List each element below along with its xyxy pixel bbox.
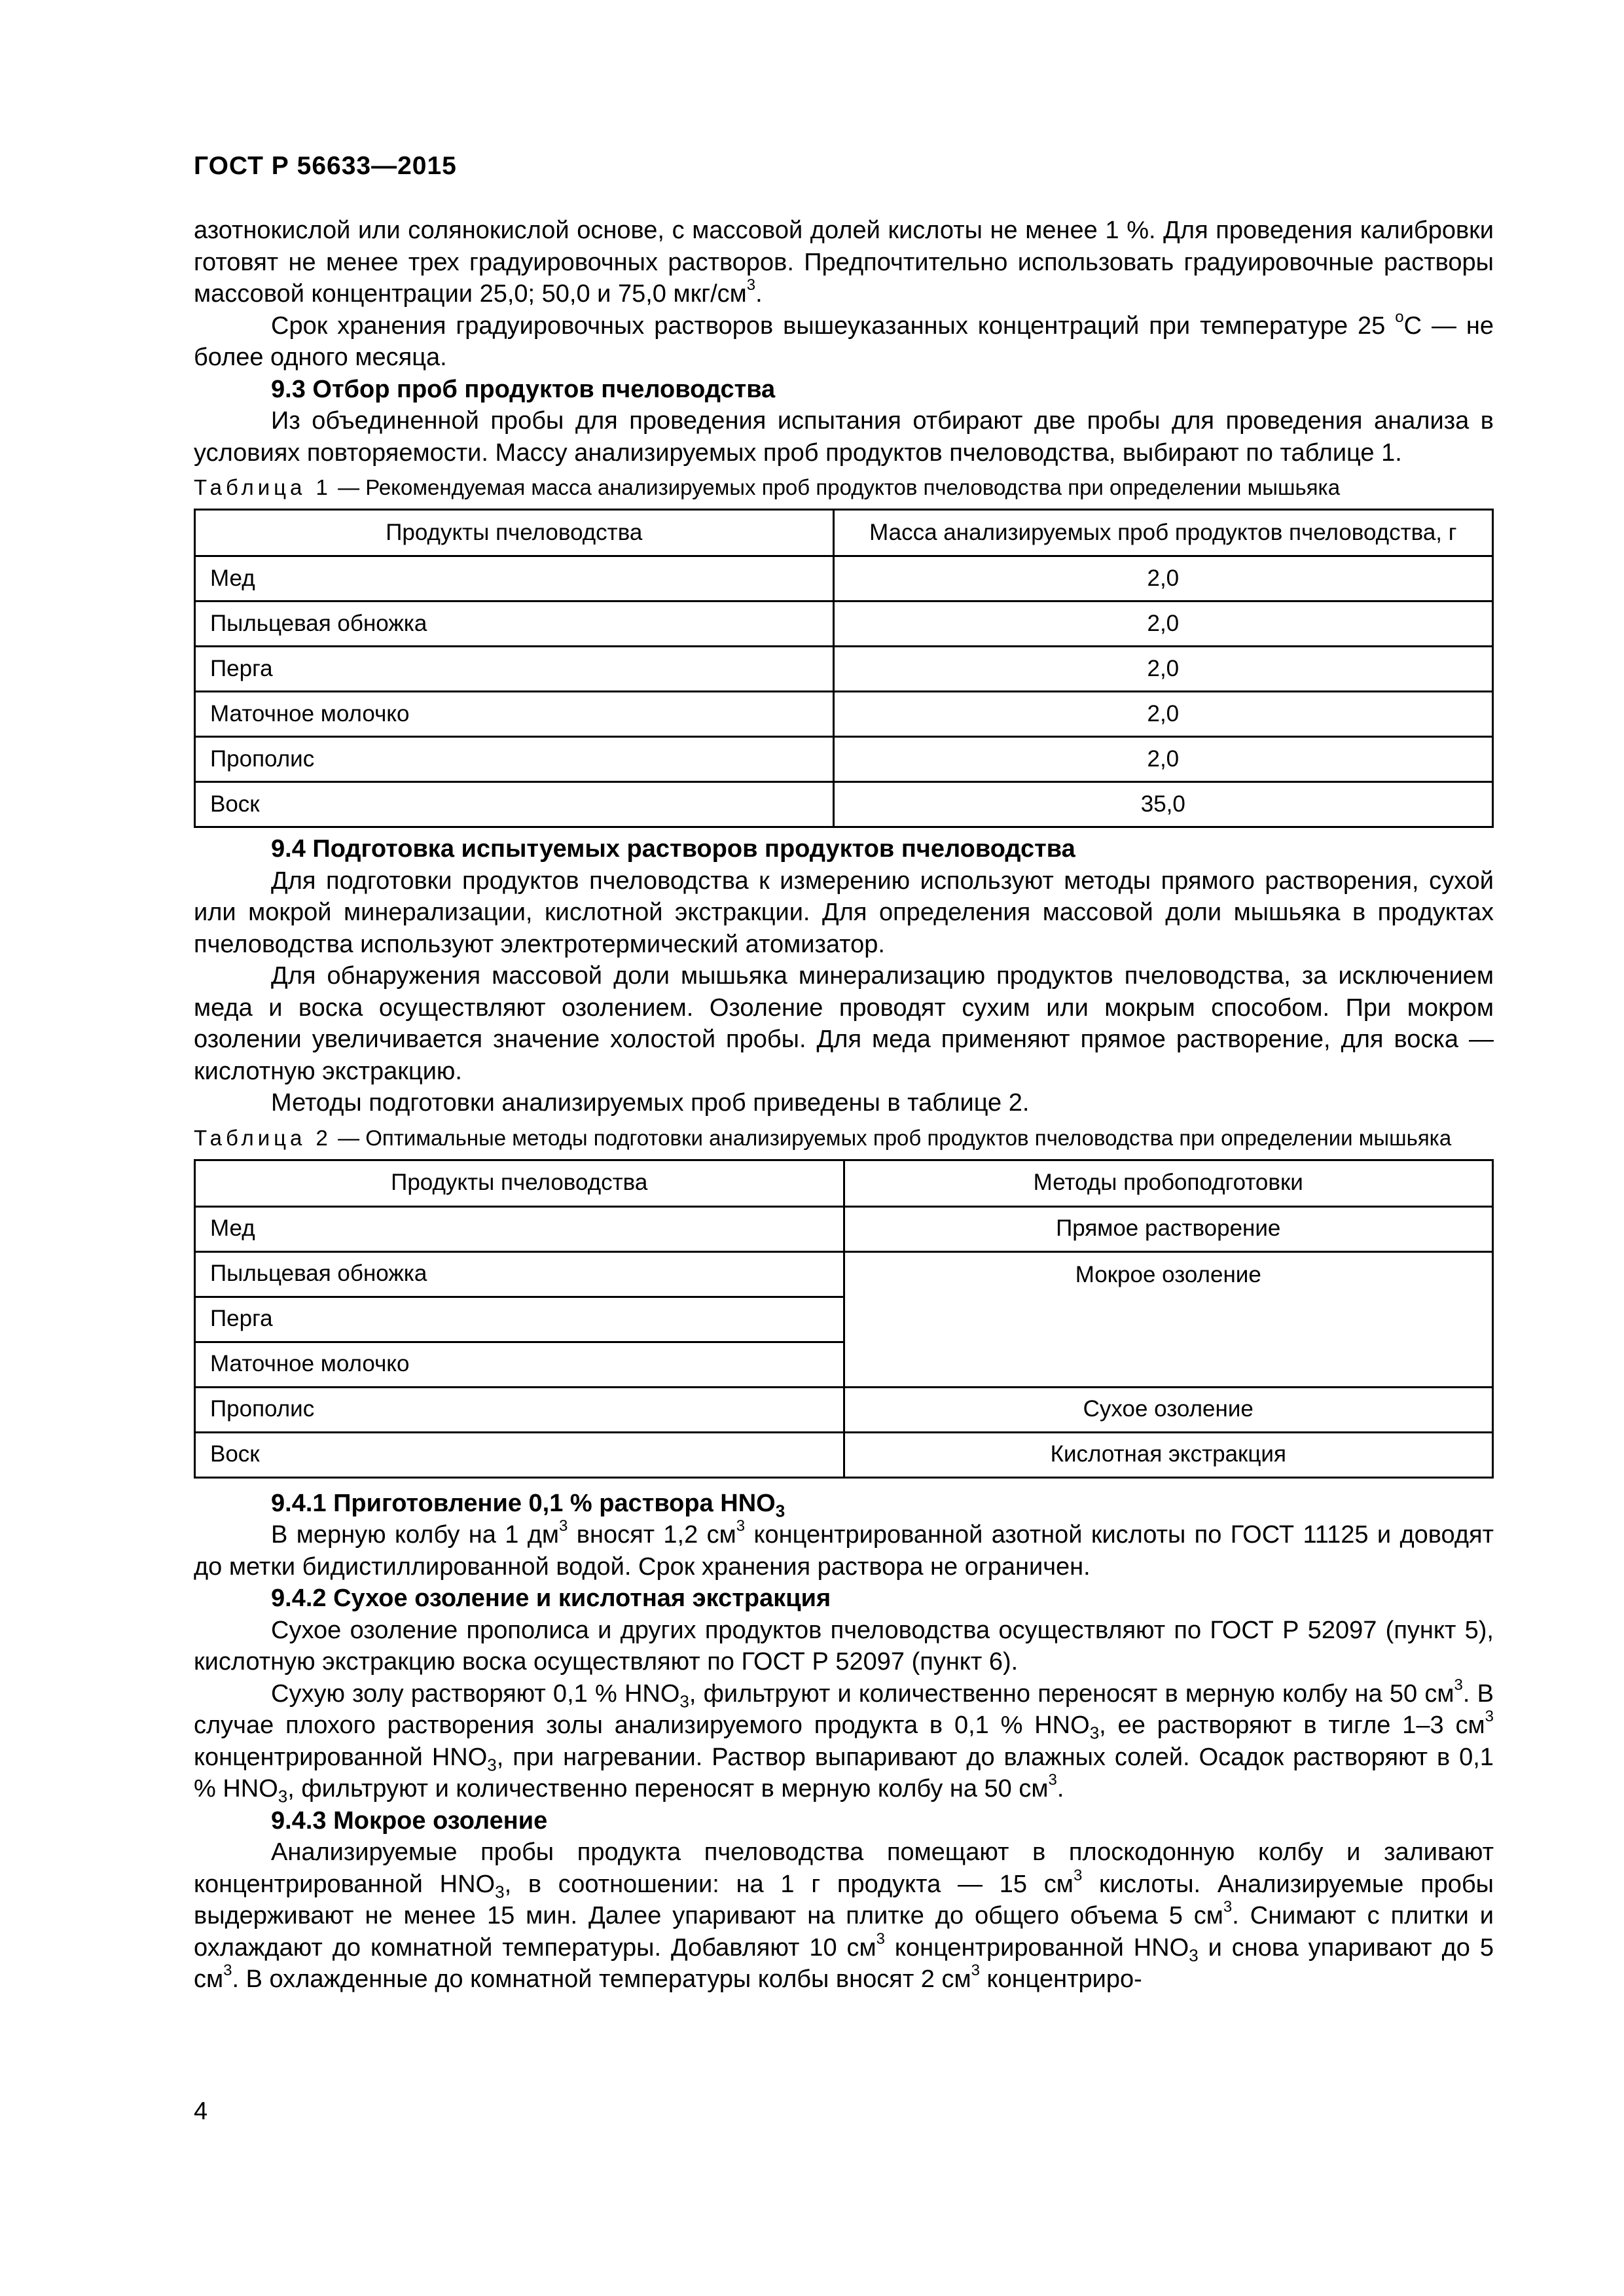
table-cell: Мед — [195, 1206, 844, 1251]
table-row — [195, 1251, 1493, 1297]
paragraph: В мерную колбу на 1 $дм^3$ вносят 1,2 $см^3$ концентрированной азотной кислоты по ГОСТ 11125 и доводят до метки бидистиллированной водой. Срок хранения раствора не ограничен. — [194, 1517, 1494, 1581]
paragraph: Срок хранения градуировочных растворов вышеуказанных концентраций при температуре 25 $^о$С — не более одного месяца. — [194, 308, 1494, 371]
table-header-cell: Масса анализируемых проб продуктов пчеловодства, г — [833, 510, 1492, 556]
paragraph: Для обнаружения массовой доли мышьяка минерализацию продуктов пчеловодства, за исключением меда и воска осуществляют озолением. Озоление проводят сухим или мокрым способом. При мокром озолении увеличивается значение холостой пробы. Для меда применяют прямое растворение, для воска — кислотную экстракцию. — [194, 962, 1494, 1085]
paragraph: Сухое озоление прополиса и других продуктов пчеловодства осуществляют по ГОСТ Р 52097 (пункт 5), кислотную экстракцию воска осуществляют по ГОСТ Р 52097 (пункт 6). — [194, 1616, 1494, 1676]
table-header-row — [195, 1160, 1493, 1206]
table-header-row — [195, 510, 1493, 556]
paragraph: Для подготовки продуктов пчеловодства к измерению используют методы прямого растворения, сухой или мокрой минерализации, кислотной экстракции. Для определения массовой доли мышьяка в продуктах пчеловодства используют электротермический атомизатор. — [194, 867, 1494, 958]
table-cell: Кислотная экстракция — [844, 1432, 1493, 1477]
table-cell: Пыльцевая обножка — [195, 601, 834, 647]
table-cell: Воск — [195, 1432, 844, 1477]
paragraph: Сухую золу растворяют 0,1 % $HNO_3$, фильтруют и количественно переносят в мерную колбу на 50 $см^3$. В случае плохого растворения золы анализируемого продукта в 0,1 % $HNO_3$, ее растворяют в тигле 1–3 $см^3$ концентрированной $HNO_3$, при нагревании. Раствор выпаривают до влажных солей. Осадок растворяют в 0,1 % $HNO_3$, фильтруют и количественно переносят в мерную колбу на 50 $см^3$. — [194, 1676, 1494, 1806]
table-cell: Сухое озоление — [844, 1387, 1493, 1432]
table-cell: Пыльцевая обножка — [195, 1251, 844, 1297]
table-cell: Прямое растворение — [844, 1206, 1493, 1251]
table-row — [195, 647, 1493, 692]
document-code: ГОСТ Р 56633—2015 — [194, 152, 457, 180]
page-number: 4 — [194, 2098, 208, 2125]
section-heading-9-4: 9.4 Подготовка испытуемых растворов продуктов пчеловодства — [271, 835, 1075, 863]
table-row — [195, 692, 1493, 737]
table-cell: 35,0 — [833, 782, 1492, 827]
paragraph: Методы подготовки анализируемых проб приведены в таблице 2. — [271, 1089, 1030, 1117]
table-row — [195, 1387, 1493, 1432]
table-cell: Воск — [195, 782, 834, 827]
table-cell: Прополис — [195, 1387, 844, 1432]
section-heading-9-4-2: 9.4.2 Сухое озоление и кислотная экстракция — [271, 1585, 831, 1612]
table-cell: Прополис — [195, 737, 834, 782]
table-row — [195, 782, 1493, 827]
table-row — [195, 737, 1493, 782]
table-header-cell: Методы пробоподготовки — [844, 1160, 1493, 1206]
table-row — [195, 556, 1493, 601]
table-cell: 2,0 — [833, 647, 1492, 692]
table-cell: Маточное молочко — [195, 1342, 844, 1387]
table-cell: 2,0 — [833, 601, 1492, 647]
document-body — [194, 215, 1494, 1996]
table1 — [194, 509, 1494, 828]
table-row — [195, 601, 1493, 647]
paragraph: Анализируемые пробы продукта пчеловодства помещают в плоскодонную колбу и заливают концентрированной $HNO_3$, в соотношении: на 1 г продукта — 15 $см^3$ кислоты. Анализируемые пробы выдерживают не менее 15 мин. Далее упаривают на плитке до общего объема 5 $см^3$. Снимают с плитки и охлаждают до комнатной температуры. Добавляют 10 $см^3$ концентрированной $HNO_3$ и снова упаривают до 5 $см^3$. В охлажденные до комнатной температуры колбы вносят 2 $см^3$ концентриро- — [194, 1839, 1494, 1993]
table-header-cell: Продукты пчеловодства — [195, 510, 834, 556]
table2 — [194, 1159, 1494, 1479]
section-heading-9-4-3: 9.4.3 Мокрое озоление — [271, 1806, 548, 1835]
paragraph: Из объединенной пробы для проведения испытания отбирают две пробы для проведения анализа в условиях повторяемости. Массу анализируемых проб продуктов пчеловодства, выбирают по таблице 1. — [194, 407, 1494, 467]
table-row — [195, 1432, 1493, 1477]
table-cell: Мед — [195, 556, 834, 601]
table-cell: Перга — [195, 1297, 844, 1342]
table-cell: 2,0 — [833, 737, 1492, 782]
paragraph: азотнокислой или солянокислой основе, с массовой долей кислоты не менее 1 %. Для проведения калибровки готовят не менее трех градуировочных растворов. Предпочтительно использовать градуировочные растворы массовой концентрации 25,0; 50,0 и 75,0 мкг/$см^3$. — [194, 217, 1494, 308]
table2-caption: Таблица 2 — Оптимальные методы подготовки анализируемых проб продуктов пчеловодства при определении мышьяка — [194, 1125, 1452, 1150]
table-cell-merged: Мокрое озоление — [844, 1251, 1493, 1387]
table-row — [195, 1206, 1493, 1251]
section-heading-9-3: 9.3 Отбор проб продуктов пчеловодства — [271, 375, 776, 403]
table-cell: 2,0 — [833, 556, 1492, 601]
section-heading-9-4-1: 9.4.1 Приготовление 0,1 % раствора $HNO_3$ — [271, 1489, 785, 1521]
table-header-cell: Продукты пчеловодства — [195, 1160, 844, 1206]
table-cell: 2,0 — [833, 692, 1492, 737]
table-cell: Перга — [195, 647, 834, 692]
table-cell: Маточное молочко — [195, 692, 834, 737]
table1-caption: Таблица 1 — Рекомендуемая масса анализируемых проб продуктов пчеловодства при определении мышьяка — [194, 475, 1341, 499]
